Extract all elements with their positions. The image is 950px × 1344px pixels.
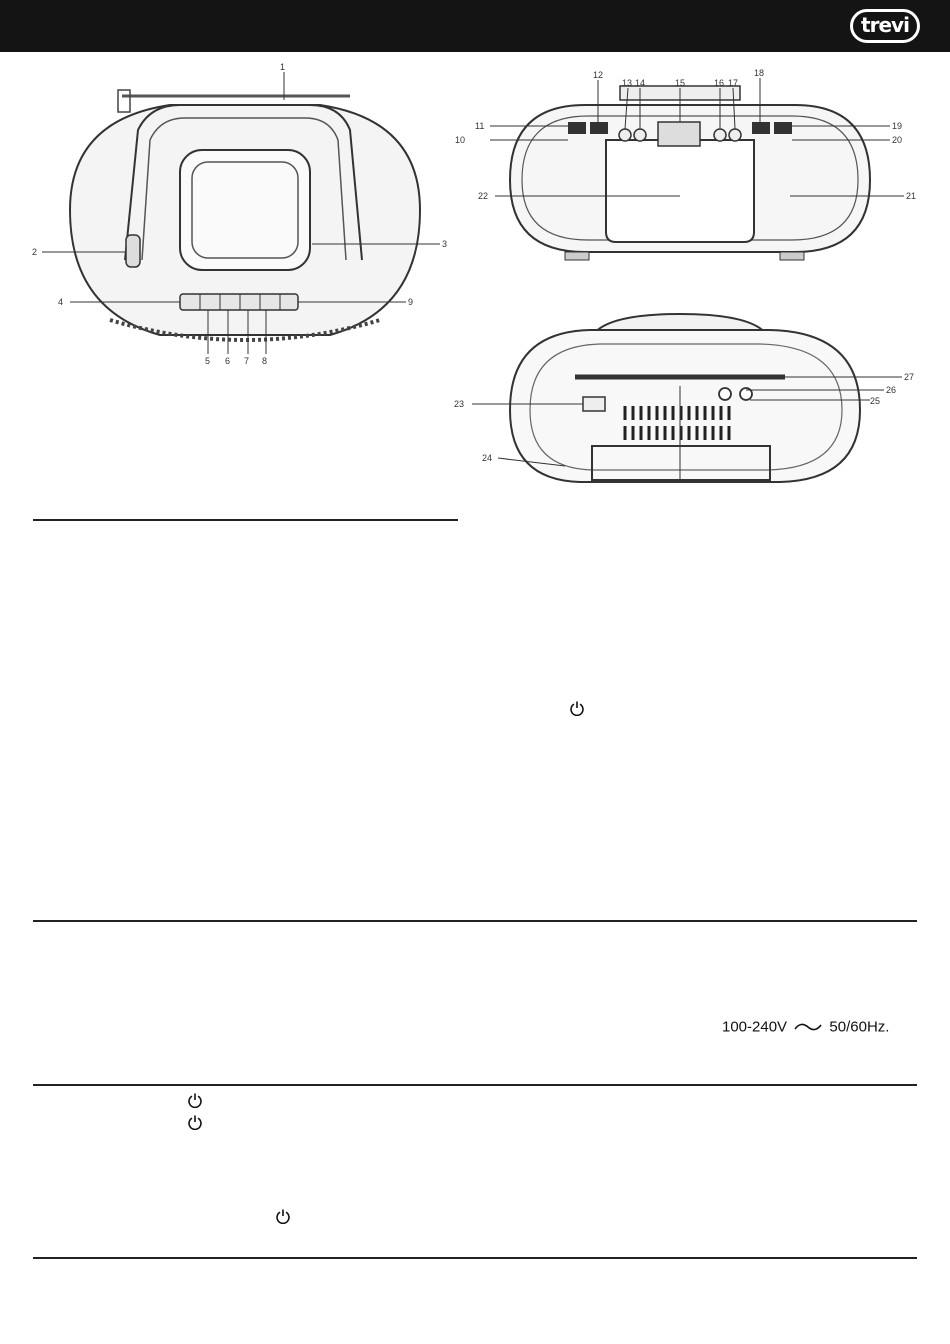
callout-label: 13: [622, 78, 633, 88]
callout-label: 1: [280, 62, 286, 72]
top-view-drawing: [30, 60, 450, 380]
callout-label: 18: [754, 68, 765, 78]
front-view-drawing: [450, 60, 920, 275]
figure-top-view: [30, 60, 450, 380]
power-icon: [569, 700, 585, 716]
trevi-logo: trevi: [850, 9, 920, 43]
back-view-drawing: [450, 300, 920, 500]
callout-label: 23: [454, 399, 465, 409]
callout-label: 17: [728, 78, 739, 88]
callout-label: 25: [870, 396, 881, 406]
section-divider: [33, 1084, 917, 1086]
header-bar: [0, 0, 950, 52]
section-divider: [33, 519, 458, 521]
callout-label: 14: [635, 78, 646, 88]
callout-label: 26: [886, 385, 897, 395]
callout-label: 24: [482, 453, 493, 463]
callout-label: 6: [225, 356, 231, 366]
callout-label: 20: [892, 135, 903, 145]
callout-label: 21: [906, 191, 917, 201]
power-icon: [187, 1092, 203, 1108]
callout-label: 3: [442, 239, 448, 249]
callout-label: 4: [58, 297, 64, 307]
figure-back-view: [450, 300, 920, 500]
frequency: 50/60Hz.: [829, 1018, 890, 1036]
callout-label: 9: [408, 297, 414, 307]
section-divider: [33, 920, 917, 922]
callout-label: 2: [32, 247, 38, 257]
callout-label: 22: [478, 191, 489, 201]
callout-label: 5: [205, 356, 211, 366]
callout-label: 27: [904, 372, 915, 382]
callout-label: 12: [593, 70, 604, 80]
callout-label: 8: [262, 356, 268, 366]
section-divider: [33, 1257, 917, 1259]
callout-label: 7: [244, 356, 250, 366]
callout-label: 16: [714, 78, 725, 88]
voltage-range: 100-240V: [722, 1018, 788, 1036]
callout-label: 11: [475, 121, 485, 131]
ac-tilde-icon: [794, 1021, 822, 1033]
power-icon: [187, 1114, 203, 1130]
power-icon: [275, 1208, 291, 1224]
power-spec: [722, 1018, 902, 1044]
figure-front-view: [450, 60, 920, 275]
callout-label: 15: [675, 78, 686, 88]
callout-label: 10: [455, 135, 466, 145]
callout-label: 19: [892, 121, 903, 131]
